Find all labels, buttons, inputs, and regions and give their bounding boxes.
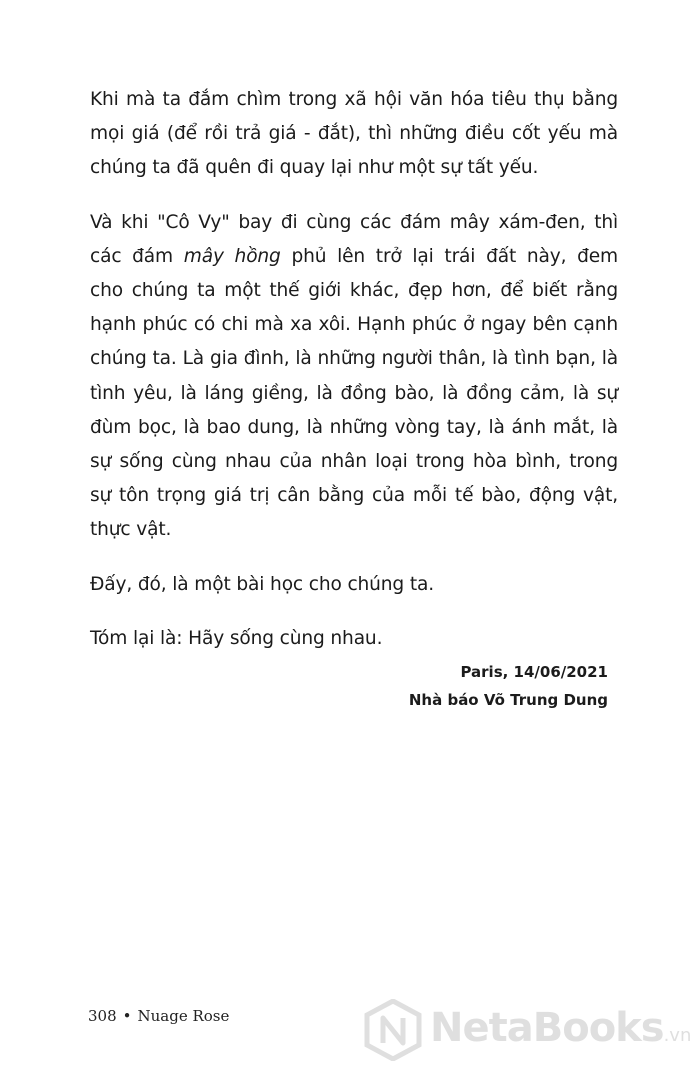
text-line: cho chúng ta một thế giới khác, đẹp hơn, để biết rằng (90, 280, 618, 302)
text-line: Tóm lại là: Hãy sống cùng nhau. (90, 627, 383, 649)
text-line: Và khi "Cô Vy" bay đi cùng các đám mây xám-đen, thì (90, 211, 618, 233)
emphasized-text: mây hồng (183, 245, 281, 267)
text-line: mọi giá (để rồi trả giá - đắt), thì những điều cốt yếu mà (90, 123, 618, 145)
text-line: chúng ta. Là gia đình, là những người thân, là tình bạn, là (90, 348, 618, 370)
text-line: tình yêu, là láng giềng, là đồng bào, là đồng cảm, là sự (90, 382, 618, 404)
watermark-suffix: .vn (663, 1025, 692, 1046)
text-line: Khi mà ta đắm chìm trong xã hội văn hóa tiêu thụ bằng (90, 89, 618, 110)
text-line: chúng ta đã quên đi quay lại như một sự tất yếu. (90, 157, 539, 179)
signature-block (409, 658, 608, 714)
author-name: Nhà báo Võ Trung Dung (408, 691, 608, 709)
netabooks-logo-icon (364, 999, 422, 1061)
paragraph-2 (90, 206, 618, 548)
page-number: 308 (88, 1007, 117, 1025)
watermark-text (430, 1005, 691, 1051)
watermark-brand: NetaBooks (430, 1005, 664, 1051)
paragraph-4 (90, 622, 618, 656)
watermark (360, 995, 690, 1065)
text-segment: các đám (90, 245, 184, 267)
text-line-with-emphasis (90, 240, 618, 274)
body-text (90, 83, 618, 676)
text-line: sự sống cùng nhau của nhân loại trong hòa bình, trong (90, 451, 618, 473)
text-line: sự tôn trọng giá trị cân bằng của mỗi tế bào, động vật, (90, 485, 618, 507)
place-date: Paris, 14/06/2021 (460, 663, 608, 681)
paragraph-3 (90, 568, 618, 602)
text-line: đùm bọc, là bao dung, là những vòng tay, là ánh mắt, là (90, 416, 618, 438)
text-segment: phủ lên trở lại trái đất này, đem (280, 245, 618, 267)
page-footer (88, 1007, 229, 1025)
text-line: hạnh phúc có chi mà xa xôi. Hạnh phúc ở ngay bên cạnh (90, 314, 618, 336)
footer-separator: • (122, 1007, 132, 1025)
text-line: Đấy, đó, là một bài học cho chúng ta. (90, 573, 434, 595)
paragraph-1 (90, 83, 618, 186)
text-line: thực vật. (90, 519, 172, 541)
book-title: Nuage Rose (137, 1007, 230, 1025)
